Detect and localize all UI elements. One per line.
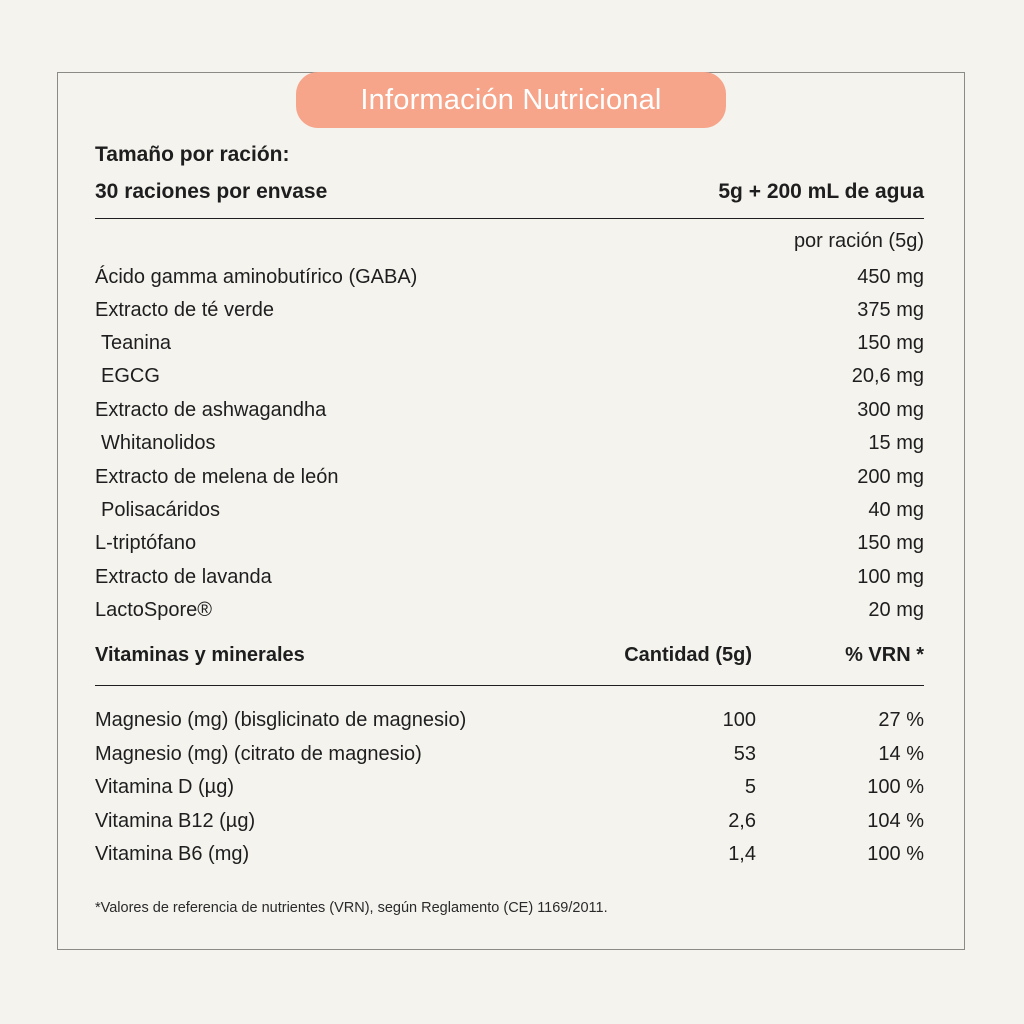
vitamin-name: Magnesio (mg) (citrato de magnesio)	[95, 743, 422, 765]
ingredient-name: EGCG	[101, 365, 160, 387]
vitamin-vrn: 104 %	[867, 810, 924, 832]
divider-vitamins	[95, 685, 924, 686]
ingredient-amount: 150 mg	[857, 532, 924, 554]
ingredient-name: Whitanolidos	[101, 432, 216, 454]
ingredient-row	[95, 562, 924, 592]
ingredient-amount: 20,6 mg	[851, 365, 924, 387]
ingredient-amount: 15 mg	[868, 432, 924, 454]
vitamin-quantity: 2,6	[728, 810, 756, 832]
vitamin-row	[95, 806, 924, 836]
vitamin-quantity: 53	[733, 743, 756, 765]
ingredient-row	[95, 328, 924, 358]
vitamin-row	[95, 705, 924, 735]
serving-size-label: Tamaño por ración:	[95, 143, 290, 166]
vitamins-header-vrn: % VRN *	[845, 644, 924, 666]
ingredient-row	[95, 395, 924, 425]
ingredient-name: LactoSpore®	[95, 599, 213, 621]
ingredient-name: L-triptófano	[95, 532, 197, 554]
per-serving-header: por ración (5g)	[793, 230, 924, 252]
ingredient-row	[95, 462, 924, 492]
ingredient-row	[95, 295, 924, 325]
vitamin-name: Vitamina B6 (mg)	[95, 843, 250, 865]
vitamin-name: Vitamina B12 (µg)	[95, 810, 256, 832]
ingredient-row	[95, 595, 924, 625]
serving-size-value: 5g + 200 mL de agua	[718, 180, 924, 203]
vitamin-name: Magnesio (mg) (bisglicinato de magnesio)	[95, 709, 467, 731]
vitamins-header-quantity: Cantidad (5g)	[624, 644, 752, 666]
title-banner: Información Nutricional	[296, 72, 726, 128]
ingredient-row	[95, 495, 924, 525]
servings-per-container: 30 raciones por envase	[95, 180, 328, 203]
ingredient-name: Polisacáridos	[101, 499, 220, 521]
vitamin-row	[95, 739, 924, 769]
ingredient-amount: 375 mg	[857, 299, 924, 321]
ingredient-amount: 200 mg	[857, 466, 924, 488]
ingredient-name: Ácido gamma aminobutírico (GABA)	[95, 266, 418, 288]
vitamins-header-name: Vitaminas y minerales	[95, 644, 305, 666]
ingredient-amount: 450 mg	[857, 266, 924, 288]
vitamin-name: Vitamina D (µg)	[95, 776, 234, 798]
divider-top	[95, 218, 924, 219]
vitamin-vrn: 100 %	[867, 776, 924, 798]
ingredient-amount: 40 mg	[868, 499, 924, 521]
ingredient-name: Teanina	[101, 332, 172, 354]
ingredient-row	[95, 528, 924, 558]
vitamins-header	[95, 640, 924, 670]
ingredient-amount: 100 mg	[857, 566, 924, 588]
ingredient-row	[95, 428, 924, 458]
vitamin-vrn: 100 %	[867, 843, 924, 865]
ingredient-amount: 300 mg	[857, 399, 924, 421]
ingredient-name: Extracto de lavanda	[95, 566, 272, 588]
vitamin-vrn: 27 %	[878, 709, 924, 731]
footnote: *Valores de referencia de nutrientes (VRN), según Reglamento (CE) 1169/2011.	[95, 900, 608, 916]
ingredient-name: Extracto de té verde	[95, 299, 274, 321]
vitamin-quantity: 5	[744, 776, 756, 798]
ingredient-row	[95, 262, 924, 292]
ingredient-name: Extracto de melena de león	[95, 466, 339, 488]
vitamin-row	[95, 839, 924, 869]
ingredient-amount: 20 mg	[868, 599, 924, 621]
vitamin-quantity: 100	[722, 709, 756, 731]
vitamin-vrn: 14 %	[878, 743, 924, 765]
vitamin-row	[95, 772, 924, 802]
vitamin-quantity: 1,4	[728, 843, 756, 865]
ingredient-amount: 150 mg	[857, 332, 924, 354]
ingredient-row	[95, 361, 924, 391]
ingredient-name: Extracto de ashwagandha	[95, 399, 327, 421]
